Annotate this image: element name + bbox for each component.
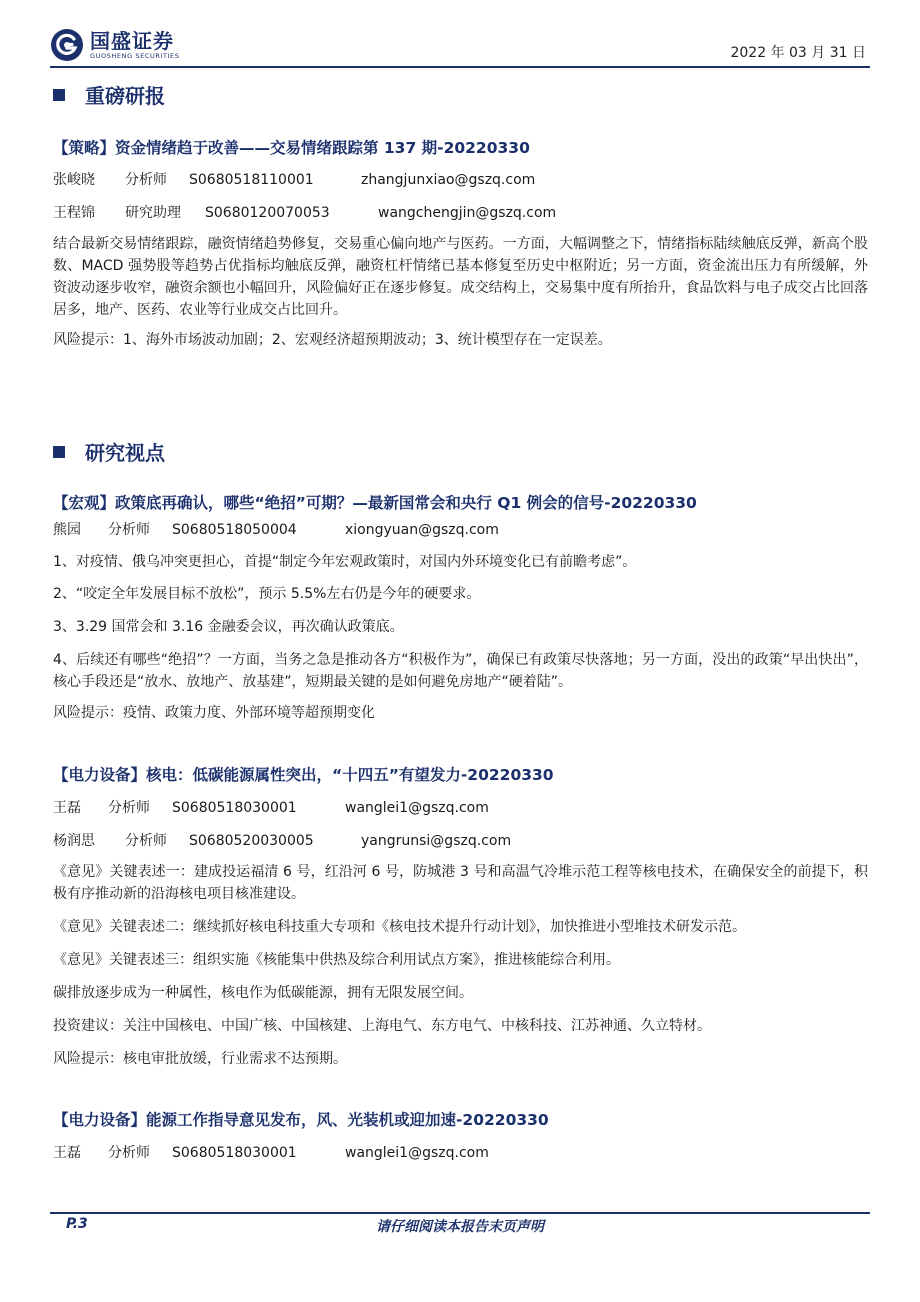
author-name: 张峻晓 <box>53 172 95 188</box>
author-row <box>53 831 868 851</box>
section-heading-text: 重磅研报 <box>85 84 165 108</box>
author-cert: S0680518050004 <box>172 522 297 538</box>
report-paragraph: 投资建议：关注中国核电、中国广核、中国核建、上海电气、东方电气、中核科技、江苏神通、久立特材。 <box>53 1018 711 1034</box>
section-square-icon <box>53 446 65 458</box>
author-name: 王磊 <box>53 800 81 816</box>
author-role: 分析师 <box>125 833 167 849</box>
author-cert: S0680120070053 <box>205 205 330 221</box>
risk-warning: 风险提示：核电审批放缓，行业需求不达预期。 <box>53 1051 347 1067</box>
author-role: 研究助理 <box>125 205 181 221</box>
main-content <box>53 72 868 1163</box>
author-role: 分析师 <box>108 522 150 538</box>
page-header <box>50 26 870 68</box>
section-heading <box>53 437 868 466</box>
section-heading-text: 研究视点 <box>85 441 165 465</box>
author-email[interactable]: xiongyuan@gszq.com <box>345 522 499 538</box>
risk-warning: 风险提示：疫情、政策力度、外部环境等超预期变化 <box>53 705 375 721</box>
report-title[interactable]: 【电力设备】能源工作指导意见发布，风、光装机或迎加速-20220330 <box>53 1111 549 1129</box>
author-role: 分析师 <box>108 1145 150 1161</box>
author-row <box>53 520 868 540</box>
report-paragraph: 2、“咬定全年发展目标不放松”，预示 5.5%左右仍是今年的硬要求。 <box>53 586 481 602</box>
report-date: 2022 年 03 月 31 日 <box>730 45 866 61</box>
report-paragraph: 《意见》关键表述一：建成投运福清 6 号，红沿河 6 号，防城港 3 号和高温气冷堆示范工程等核电技术，在确保安全的前提下，积极有序推动新的沿海核电项目核准建设。 <box>53 864 868 902</box>
logo-name-en: GUOSHENG SECURITIES <box>90 52 180 60</box>
report-block <box>53 492 868 724</box>
report-title[interactable]: 【宏观】政策底再确认，哪些“绝招”可期？—最新国常会和央行 Q1 例会的信号-20220330 <box>53 494 697 512</box>
report-paragraph: 1、对疫情、俄乌冲突更担心，首提“制定今年宏观政策时，对国内外环境变化已有前瞻考虑”。 <box>53 554 637 570</box>
author-cert: S0680520030005 <box>189 833 314 849</box>
page-number: P.3 <box>66 1216 88 1232</box>
author-row <box>53 1143 868 1163</box>
author-role: 分析师 <box>108 800 150 816</box>
author-role: 分析师 <box>125 172 167 188</box>
author-row <box>53 170 868 190</box>
report-block <box>53 764 868 1070</box>
risk-warning: 风险提示：1、海外市场波动加剧；2、宏观经济超预期波动；3、统计模型存在一定误差。 <box>53 332 612 348</box>
author-cert: S0680518030001 <box>172 800 297 816</box>
author-row <box>53 203 868 223</box>
report-paragraph: 碳排放逐步成为一种属性，核电作为低碳能源，拥有无限发展空间。 <box>53 985 473 1001</box>
report-block <box>53 137 868 351</box>
report-title[interactable]: 【策略】资金情绪趋于改善——交易情绪跟踪第 137 期-20220330 <box>53 139 530 157</box>
author-name: 王磊 <box>53 1145 81 1161</box>
report-block <box>53 1109 868 1163</box>
report-paragraph: 《意见》关键表述三：组织实施《核能集中供热及综合利用试点方案》，推进核能综合利用。 <box>53 952 620 968</box>
report-title[interactable]: 【电力设备】核电：低碳能源属性突出，“十四五”有望发力-20220330 <box>53 766 554 784</box>
report-paragraph: 《意见》关键表述二：继续抓好核电科技重大专项和《核电技术提升行动计划》，加快推进小型堆技术研发示范。 <box>53 919 746 935</box>
report-paragraph: 3、3.29 国常会和 3.16 金融委会议，再次确认政策底。 <box>53 619 404 635</box>
author-email[interactable]: zhangjunxiao@gszq.com <box>361 172 536 188</box>
author-email[interactable]: yangrunsi@gszq.com <box>361 833 512 849</box>
author-name: 熊园 <box>53 522 81 538</box>
report-paragraph: 4、后续还有哪些“绝招”？一方面，当务之急是推动各方“积极作为”，确保已有政策尽快落地；另一方面，没出的政策“早出快出”，核心手段还是“放水、放地产、放基建”，短期最关键的是如何避免房地产“硬着陆”。 <box>53 652 868 690</box>
author-email[interactable]: wangchengjin@gszq.com <box>378 205 557 221</box>
author-cert: S0680518030001 <box>172 1145 297 1161</box>
section-square-icon <box>53 89 65 101</box>
author-email[interactable]: wanglei1@gszq.com <box>345 1145 489 1161</box>
author-row <box>53 798 868 818</box>
footer-disclaimer: 请仔细阅读本报告末页声明 <box>376 1219 544 1235</box>
section-heading <box>53 80 868 109</box>
report-paragraph: 结合最新交易情绪跟踪，融资情绪趋势修复，交易重心偏向地产与医药。一方面，大幅调整之下，情绪指标陆续触底反弹，新高个股数、MACD 强势股等趋势占优指标均触底反弹，融资杠杆情绪已基本修复至历史中枢附近；另一方面，资金流出压力有所缓解，外资波动逐步收窄，融资余额也小幅回升，风险偏好正在逐步修复。成交结构上，交易集中度有所抬升，食品饮料与电子成交占比回落居多，地产、医药、农业等行业成交占比回升。 <box>53 236 868 318</box>
guosheng-logo-icon <box>50 28 84 62</box>
author-email[interactable]: wanglei1@gszq.com <box>345 800 489 816</box>
logo-name-cn: 国盛证券 <box>90 29 174 53</box>
company-logo <box>50 28 179 62</box>
footer-divider <box>50 1212 870 1214</box>
header-divider <box>50 66 870 68</box>
author-cert: S0680518110001 <box>189 172 314 188</box>
author-name: 杨润思 <box>53 833 95 849</box>
author-name: 王程锦 <box>53 205 95 221</box>
